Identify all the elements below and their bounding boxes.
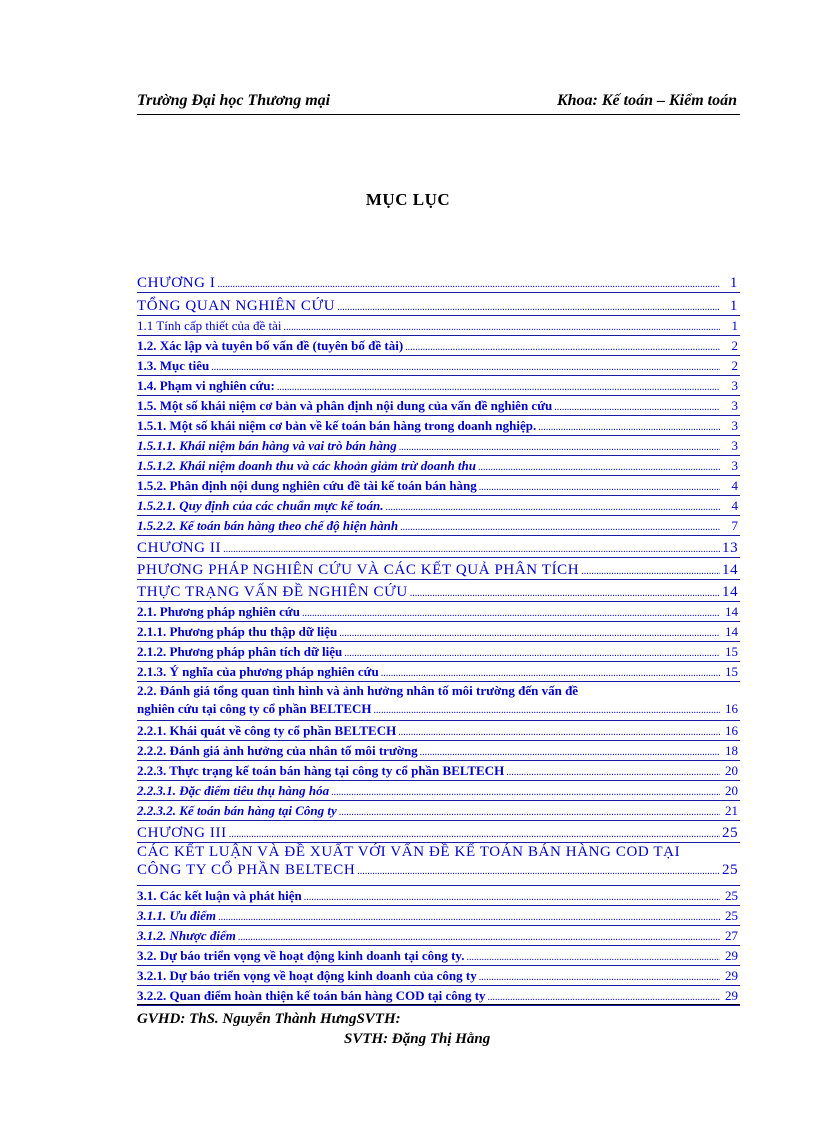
toc-entry-page: 7 <box>731 518 738 533</box>
toc-entry-text: CHƯƠNG I <box>137 275 216 291</box>
toc-entry-2-2-3-1[interactable] <box>137 781 740 801</box>
toc-entry-1-2[interactable] <box>137 336 740 356</box>
table-of-contents <box>137 270 740 1006</box>
toc-entry-text: 1.5.2.1. Quy định của các chuẩn mực kế toán. <box>137 498 384 513</box>
toc-entry-3-1[interactable] <box>137 886 740 906</box>
toc-entry-2-2[interactable] <box>137 682 740 721</box>
toc-entry-page: 25 <box>725 908 738 923</box>
toc-entry-1-5-2[interactable] <box>137 476 740 496</box>
toc-entry-page: 29 <box>725 968 738 983</box>
toc-entry-text: 3.2.2. Quan điểm hoàn thiện kế toán bán hàng COD tại công ty <box>137 988 486 1003</box>
toc-entry-page: 4 <box>731 478 738 493</box>
toc-entry-text: 2.1.1. Phương pháp thu thập dữ liệu <box>137 624 338 639</box>
toc-entry-text-cont: nghiên cứu tại công ty cổ phần BELTECH <box>137 701 372 716</box>
toc-entry-page: 29 <box>725 988 738 1003</box>
toc-entry-3-2[interactable] <box>137 946 740 966</box>
toc-entry-page: 4 <box>731 498 738 513</box>
toc-entry-2-2-1[interactable] <box>137 721 740 741</box>
toc-entry-1-4[interactable] <box>137 376 740 396</box>
toc-entry-chuong-2[interactable] <box>137 536 740 558</box>
toc-entry-1-1[interactable] <box>137 316 740 336</box>
toc-entry-text: 2.2.3.2. Kế toán bán hàng tại Công ty <box>137 803 337 818</box>
toc-entry-text-cont: CÔNG TY CỔ PHẦN BELTECH <box>137 862 356 878</box>
toc-entry-text: 1.5.1. Một số khái niệm cơ bản về kế toán bán hàng trong doanh nghiệp. <box>137 418 537 433</box>
toc-entry-1-5-2-2[interactable] <box>137 516 740 536</box>
toc-entry-page: 3 <box>731 458 738 473</box>
toc-entry-page: 14 <box>725 604 738 619</box>
toc-entry-page: 3 <box>731 398 738 413</box>
toc-entry-page: 2 <box>731 338 738 353</box>
header-faculty: Khoa: Kế toán – Kiểm toán <box>556 92 737 109</box>
toc-entry-page: 25 <box>722 862 739 878</box>
toc-entry-thuc-trang[interactable] <box>137 580 740 602</box>
toc-entry-phuong-phap[interactable] <box>137 558 740 580</box>
toc-entry-page: 3 <box>731 438 738 453</box>
toc-entry-text: 2.2.1. Khái quát về công ty cổ phần BELTECH <box>137 723 397 738</box>
toc-entry-page: 15 <box>725 644 738 659</box>
toc-entry-text: CHƯƠNG III <box>137 825 227 841</box>
toc-entry-text: 1.2. Xác lập và tuyên bố vấn đề (tuyên bố đề tài) <box>137 338 404 353</box>
toc-entry-page: 1 <box>729 275 738 291</box>
toc-entry-1-5-1-1[interactable] <box>137 436 740 456</box>
toc-entry-3-2-2[interactable] <box>137 986 740 1006</box>
toc-entry-2-1[interactable] <box>137 602 740 622</box>
toc-entry-chuong-3[interactable] <box>137 821 740 843</box>
toc-entry-3-1-2[interactable] <box>137 926 740 946</box>
toc-entry-text: 3.2. Dự báo triển vọng về hoạt động kinh doanh tại công ty. <box>137 948 465 963</box>
toc-entry-text: 2.1.2. Phương pháp phân tích dữ liệu <box>137 644 343 659</box>
toc-entry-text: 1.5. Một số khái niệm cơ bản và phân định nội dung của vấn đề nghiên cứu <box>137 398 553 413</box>
toc-entry-text: 2.2.3. Thực trạng kế toán bán hàng tại công ty cổ phần BELTECH <box>137 763 505 778</box>
toc-entry-page: 3 <box>731 418 738 433</box>
toc-entry-text: 2.1.3. Ý nghĩa của phương pháp nghiên cứu <box>137 664 379 679</box>
toc-entry-2-1-1[interactable] <box>137 622 740 642</box>
toc-entry-page: 25 <box>722 825 739 841</box>
toc-entry-page: 20 <box>725 763 738 778</box>
toc-entry-1-5-1[interactable] <box>137 416 740 436</box>
toc-entry-page: 16 <box>725 701 738 716</box>
toc-entry-tong-quan[interactable] <box>137 293 740 316</box>
toc-entry-page: 3 <box>731 378 738 393</box>
toc-entry-text: 1.5.1.2. Khái niệm doanh thu và các khoản giảm trừ doanh thu <box>137 458 477 473</box>
toc-entry-2-2-3[interactable] <box>137 761 740 781</box>
toc-entry-text: 2.2.2. Đánh giá ảnh hưởng của nhân tố môi trường <box>137 743 418 758</box>
toc-entry-2-1-2[interactable] <box>137 642 740 662</box>
toc-entry-page: 1 <box>729 298 738 314</box>
toc-entry-chuong-1[interactable] <box>137 270 740 293</box>
toc-entry-page: 20 <box>725 783 738 798</box>
toc-entry-text: 1.3. Mục tiêu <box>137 358 210 373</box>
toc-entry-page: 29 <box>725 948 738 963</box>
toc-entry-text: CHƯƠNG II <box>137 540 222 556</box>
toc-entry-text: 1.1 Tính cấp thiết của đề tài <box>137 318 282 333</box>
toc-entry-page: 21 <box>725 803 738 818</box>
toc-entry-text: 3.1.1. Ưu điểm <box>137 908 217 923</box>
toc-entry-text: 1.4. Phạm vi nghiên cứu: <box>137 378 275 393</box>
toc-entry-text: 3.2.1. Dự báo triển vọng về hoạt động kinh doanh của công ty <box>137 968 477 983</box>
toc-entry-page: 16 <box>725 723 738 738</box>
header-school: Trường Đại học Thương mại <box>137 92 331 109</box>
toc-entry-text: 2.2.3.1. Đặc điểm tiêu thụ hàng hóa <box>137 783 330 798</box>
toc-entry-3-2-1[interactable] <box>137 966 740 986</box>
toc-entry-2-2-3-2[interactable] <box>137 801 740 821</box>
toc-entry-text: 1.5.2. Phân định nội dung nghiên cứu đề tài kế toán bán hàng <box>137 478 477 493</box>
toc-entry-1-3[interactable] <box>137 356 740 376</box>
toc-entry-page: 14 <box>722 584 739 600</box>
toc-entry-text: 3.1.2. Nhược điểm <box>137 928 236 943</box>
toc-entry-page: 14 <box>722 562 739 578</box>
toc-entry-text: TỔNG QUAN NGHIÊN CỨU <box>137 298 336 314</box>
page-footer <box>137 1004 740 1047</box>
toc-entry-1-5[interactable] <box>137 396 740 416</box>
toc-entry-1-5-1-2[interactable] <box>137 456 740 476</box>
toc-entry-text: 1.5.2.2. Kế toán bán hàng theo chế độ hiện hành <box>137 518 399 533</box>
toc-entry-page: 15 <box>725 664 738 679</box>
toc-entry-ket-luan[interactable] <box>137 843 740 886</box>
toc-entry-text: 2.1. Phương pháp nghiên cứu <box>137 604 300 619</box>
toc-entry-text: 3.1. Các kết luận và phát hiện <box>137 888 302 903</box>
toc-entry-page: 14 <box>725 624 738 639</box>
toc-entry-text: CÁC KẾT LUẬN VÀ ĐỀ XUẤT VỚI VẤN ĐỀ KẾ TOÁN BÁN HÀNG COD TẠI <box>137 844 681 860</box>
footer-student: SVTH: Đặng Thị Hằng <box>344 1031 491 1047</box>
toc-entry-page: 2 <box>731 358 738 373</box>
page-title: MỤC LỤC <box>365 190 451 209</box>
toc-entry-3-1-1[interactable] <box>137 906 740 926</box>
toc-entry-text: 2.2. Đánh giá tổng quan tình hình và ảnh hưởng nhân tố môi trường đến vấn đề <box>137 683 579 698</box>
toc-entry-page: 27 <box>725 928 738 943</box>
toc-entry-page: 1 <box>731 318 738 333</box>
page-header <box>137 90 740 115</box>
footer-advisor: GVHD: ThS. Nguyễn Thành HưngSVTH: <box>137 1011 401 1027</box>
toc-entry-2-1-3[interactable] <box>137 662 740 682</box>
toc-entry-text: PHƯƠNG PHÁP NGHIÊN CỨU VÀ CÁC KẾT QUẢ PHÂN TÍCH <box>137 562 580 578</box>
toc-entry-1-5-2-1[interactable] <box>137 496 740 516</box>
toc-entry-text: 1.5.1.1. Khái niệm bán hàng và vai trò bán hàng <box>137 438 397 453</box>
toc-entry-2-2-2[interactable] <box>137 741 740 761</box>
toc-entry-text: THỰC TRẠNG VẤN ĐỀ NGHIÊN CỨU <box>137 584 408 600</box>
toc-entry-page: 13 <box>722 540 739 556</box>
toc-entry-page: 18 <box>725 743 738 758</box>
toc-entry-page: 25 <box>725 888 738 903</box>
